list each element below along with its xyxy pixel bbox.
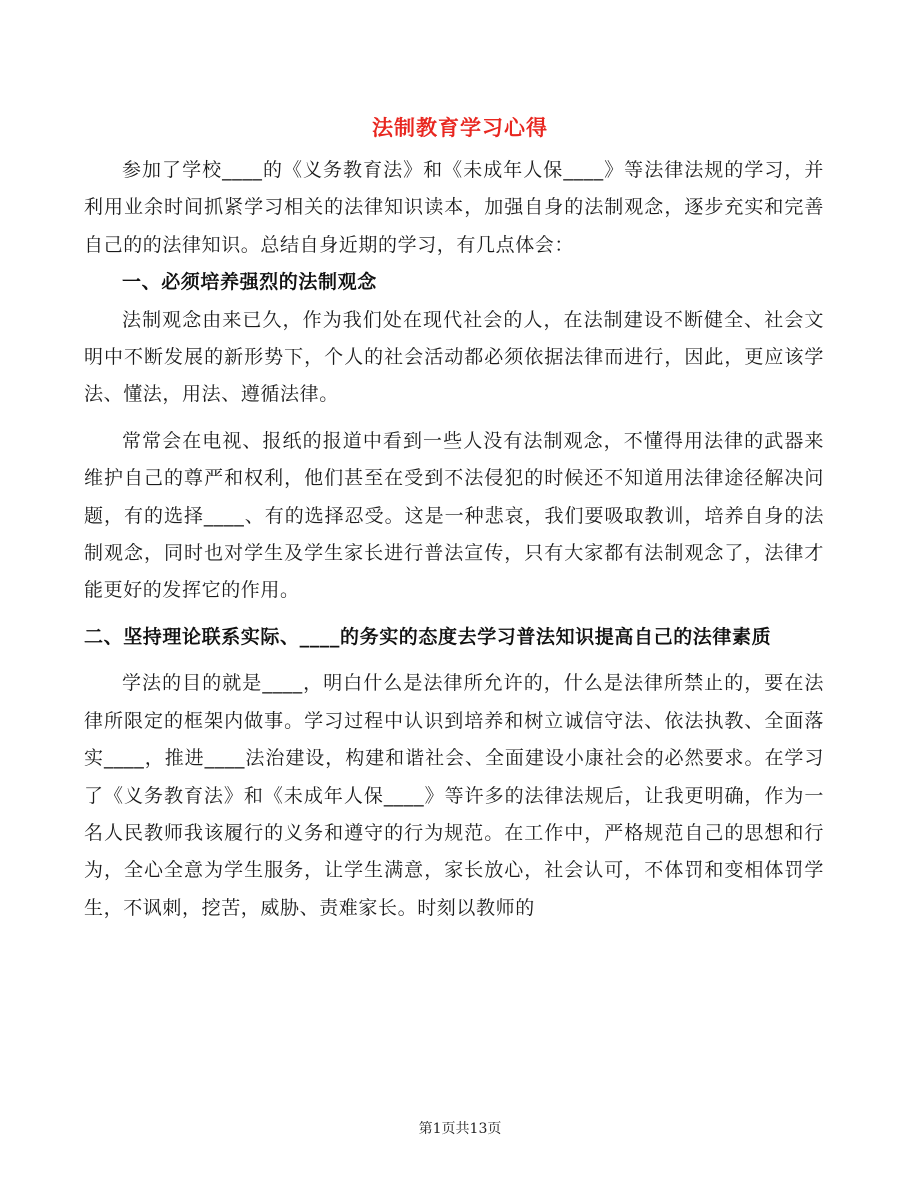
document-body — [84, 152, 824, 927]
body-paragraph: 常常会在电视、报纸的报道中看到一些人没有法制观念，不懂得用法律的武器来维护自己的尊严和权利，他们甚至在受到不法侵犯的时候还不知道用法律途径解决问题，有的选择____、有的选择忍受。这是一种悲哀，我们要吸取教训，培养自身的法制观念，同时也对学生及学生家长进行普法宣传，只有大家都有法制观念了，法律才能更好的发挥它的作用。 — [84, 429, 824, 602]
body-paragraph: 学法的目的就是____，明白什么是法律所允许的，什么是法律所禁止的，要在法律所限定的框架内做事。学习过程中认识到培养和树立诚信守法、依法执教、全面落实____，推进____法治建设，构建和谐社会、全面建设小康社会的必然要求。在学习了《义务教育法》和《未成年人保____》等许多的法律法规后，让我更明确，作为一名人民教师我该履行的义务和遵守的行为规范。在工作中，严格规范自己的思想和行为，全心全意为学生服务，让学生满意，家长放心，社会认可，不体罚和变相体罚学生，不讽刺，挖苦，威胁、责难家长。时刻以教师的 — [84, 672, 824, 919]
document-title: 法制教育学习心得 — [372, 116, 548, 140]
section-heading-2: 二、坚持理论联系实际、____的务实的态度去学习普法知识提高自己的法律素质 — [84, 625, 772, 648]
page-number-footer: 第1页共13页 — [418, 1121, 502, 1137]
body-paragraph: 法制观念由来已久，作为我们处在现代社会的人，在法制建设不断健全、社会文明中不断发展的新形势下，个人的社会活动都必须依据法律而进行，因此，更应该学法、懂法，用法、遵循法律。 — [84, 308, 824, 406]
intro-paragraph: 参加了学校____的《义务教育法》和《未成年人保____》等法律法规的学习，并利用业余时间抓紧学习相关的法律知识读本，加强自身的法制观念，逐步充实和完善自己的的法律知识。总结自身近期的学习，有几点体会： — [84, 159, 824, 256]
section-heading-1: 一、必须培养强烈的法制观念 — [122, 271, 377, 294]
